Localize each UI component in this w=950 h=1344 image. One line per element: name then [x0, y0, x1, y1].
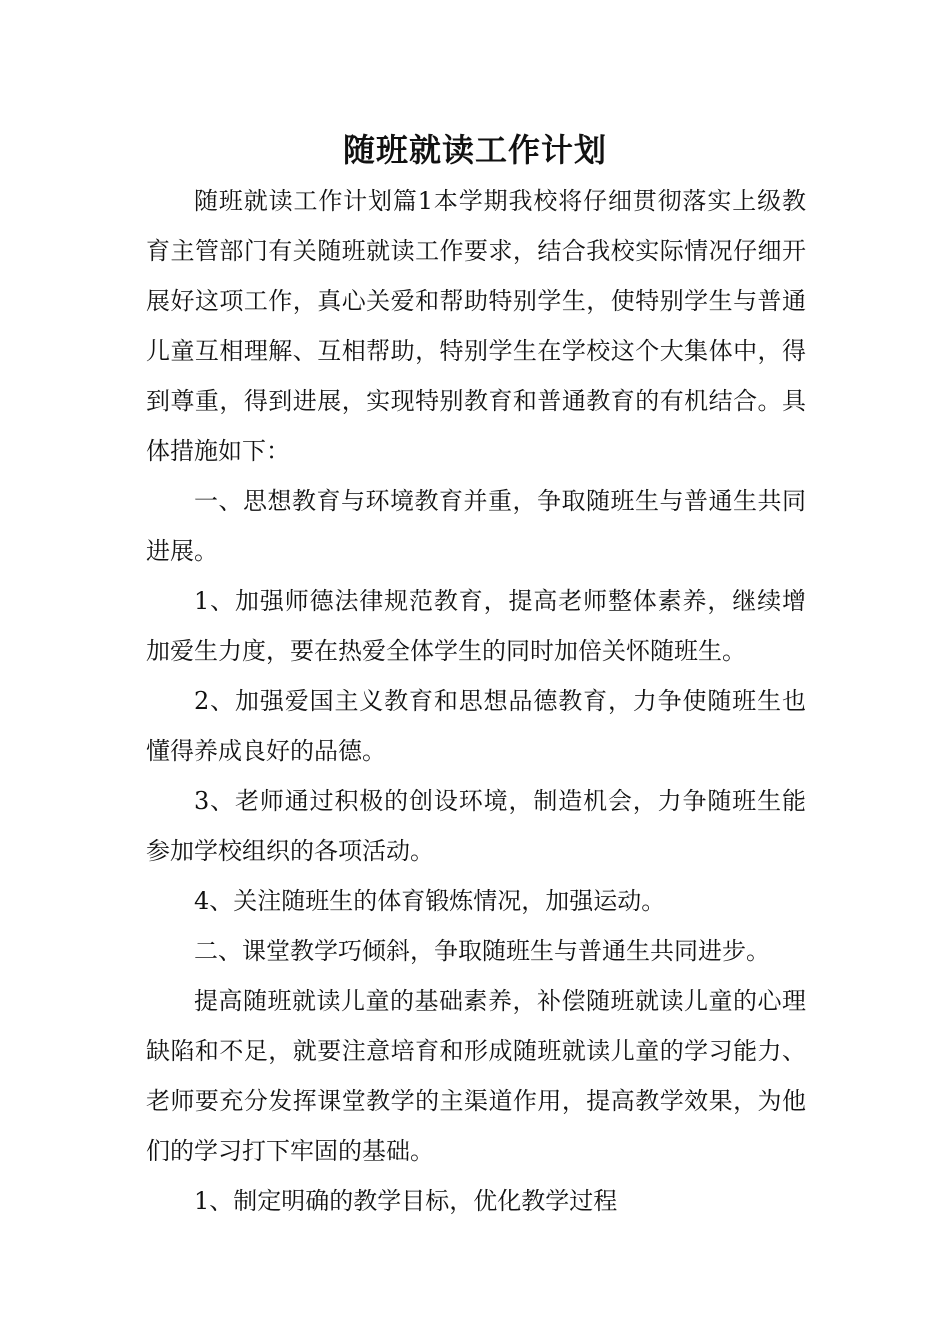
paragraph-intro: 随班就读工作计划篇1本学期我校将仔细贯彻落实上级教育主管部门有关随班就读工作要求，结合我校实际情况仔细开展好这项工作，真心关爱和帮助特别学生，使特别学生与普通儿童互相理解、互相帮助，特别学生在学校这个大集体中，得到尊重，得到进展，实现特别教育和普通教育的有机结合。具体措施如下：	[146, 187, 806, 465]
paragraph-item-3: 3、老师通过积极的创设环境，制造机会，力争随班生能参加学校组织的各项活动。	[146, 787, 806, 865]
document-title: 随班就读工作计划	[342, 131, 607, 169]
document-body	[146, 176, 806, 1226]
paragraph-section-1-heading: 一、思想教育与环境教育并重，争取随班生与普通生共同进展。	[146, 487, 806, 565]
paragraph-item-4: 4、关注随班生的体育锻炼情况，加强运动。	[194, 887, 666, 915]
paragraph-section-2-body: 提高随班就读儿童的基础素养，补偿随班就读儿童的心理缺陷和不足，就要注意培育和形成随班就读儿童的学习能力、老师要充分发挥课堂教学的主渠道作用，提高教学效果，为他们的学习打下牢固的基础。	[146, 987, 806, 1165]
paragraph-section-2-heading: 二、课堂教学巧倾斜，争取随班生与普通生共同进步。	[194, 937, 770, 965]
paragraph-section-2-item-1: 1、制定明确的教学目标，优化教学过程	[194, 1187, 618, 1215]
paragraph-item-1: 1、加强师德法律规范教育，提高老师整体素养，继续增加爱生力度，要在热爱全体学生的同时加倍关怀随班生。	[146, 587, 806, 665]
paragraph-item-2: 2、加强爱国主义教育和思想品德教育，力争使随班生也懂得养成良好的品德。	[146, 687, 806, 765]
